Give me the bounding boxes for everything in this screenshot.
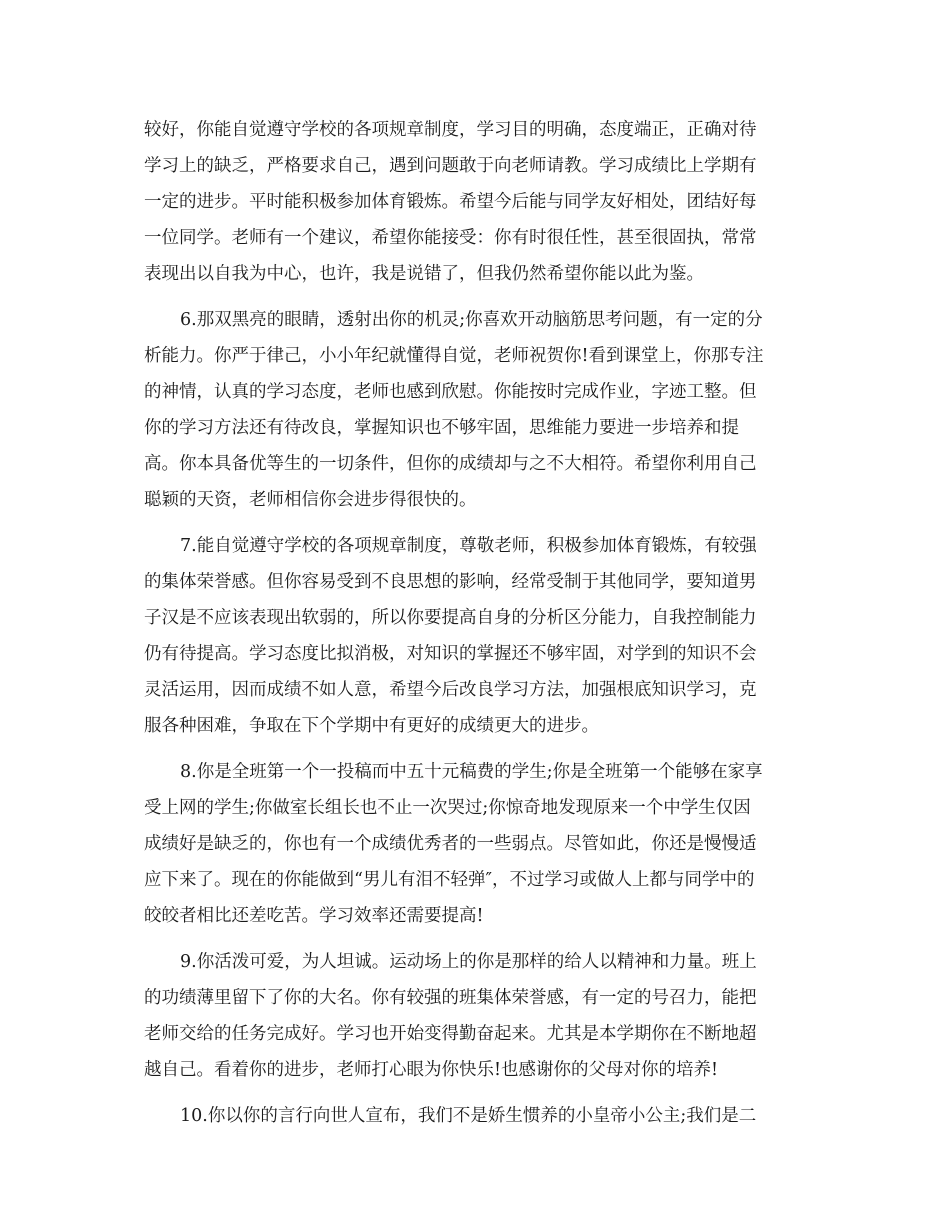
text-line: 应下来了。现在的你能做到“男儿有泪不轻弹″，不过学习或做人上都与同学中的 xyxy=(144,870,755,890)
text-line: 一位同学。老师有一个建议，希望你能接受：你有时很任性，甚至很固执，常常 xyxy=(144,228,757,248)
text-line: 成绩好是缺乏的，你也有一个成绩优秀者的一些弱点。尽管如此，你还是慢慢适 xyxy=(144,834,757,854)
document-body xyxy=(144,112,810,1144)
text-line: 老师交给的任务完成好。学习也开始变得勤奋起来。尤其是本学期你在不断地超 xyxy=(144,1024,757,1044)
text-line: 9.你活泼可爱，为人坦诚。运动场上的你是那样的给人以精神和力量。班上 xyxy=(180,952,757,972)
text-line: 7.能自觉遵守学校的各项规章制度，尊敬老师，积极参加体育锻炼，有较强 xyxy=(180,536,757,556)
text-line: 6.那双黑亮的眼睛，透射出你的机灵;你喜欢开动脑筋思考问题，有一定的分 xyxy=(180,310,763,330)
paragraph-item-7 xyxy=(144,528,810,744)
text-line: 表现出以自我为中心，也许，我是说错了，但我仍然希望你能以此为鉴。 xyxy=(144,264,704,284)
paragraph-item-10 xyxy=(144,1098,810,1134)
paragraph-item-6 xyxy=(144,302,810,518)
text-line: 8.你是全班第一个一投稿而中五十元稿费的学生;你是全班第一个能够在家享 xyxy=(180,762,763,782)
text-line: 越自己。看着你的进步，老师打心眼为你快乐!也感谢你的父母对你的培养! xyxy=(144,1060,719,1080)
paragraph-item-8 xyxy=(144,754,810,934)
text-line: 受上网的学生;你做室长组长也不止一次哭过;你惊奇地发现原来一个中学生仅因 xyxy=(144,798,751,818)
text-line: 析能力。你严于律己，小小年纪就懂得自觉，老师祝贺你!看到课堂上，你那专注 xyxy=(144,346,764,366)
text-line: 的功绩薄里留下了你的大名。你有较强的班集体荣誉感，有一定的号召力，能把 xyxy=(144,988,757,1008)
text-line: 聪颖的天资，老师相信你会进步得很快的。 xyxy=(144,490,477,510)
text-line: 皎皎者相比还差吃苦。学习效率还需要提高! xyxy=(144,906,484,926)
text-line: 学习上的缺乏，严格要求自己，遇到问题敢于向老师请教。学习成绩比上学期有 xyxy=(144,156,757,176)
text-line: 10.你以你的言行向世人宣布，我们不是娇生惯养的小皇帝小公主;我们是二 xyxy=(180,1106,757,1126)
text-line: 仍有待提高。学习态度比拟消极，对知识的掌握还不够牢固，对学到的知识不会 xyxy=(144,644,757,664)
text-line: 子汉是不应该表现出软弱的，所以你要提高自身的分析区分能力，自我控制能力 xyxy=(144,608,757,628)
text-line: 一定的进步。平时能积极参加体育锻炼。希望今后能与同学友好相处，团结好每 xyxy=(144,192,757,212)
text-line: 的集体荣誉感。但你容易受到不良思想的影响，经常受制于其他同学，要知道男 xyxy=(144,572,757,592)
paragraph-item-9 xyxy=(144,944,810,1088)
paragraph-continuation xyxy=(144,112,810,292)
text-line: 高。你本具备优等生的一切条件，但你的成绩却与之不大相符。希望你利用自己 xyxy=(144,454,757,474)
text-line: 你的学习方法还有待改良，掌握知识也不够牢固，思维能力要进一步培养和提 xyxy=(144,418,739,438)
text-line: 灵活运用，因而成绩不如人意，希望今后改良学习方法，加强根底知识学习，克 xyxy=(144,680,757,700)
text-line: 服各种困难，争取在下个学期中有更好的成绩更大的进步。 xyxy=(144,716,599,736)
text-line: 的神情，认真的学习态度，老师也感到欣慰。你能按时完成作业，字迹工整。但 xyxy=(144,382,757,402)
text-line: 较好，你能自觉遵守学校的各项规章制度，学习目的明确，态度端正，正确对待 xyxy=(144,120,757,140)
